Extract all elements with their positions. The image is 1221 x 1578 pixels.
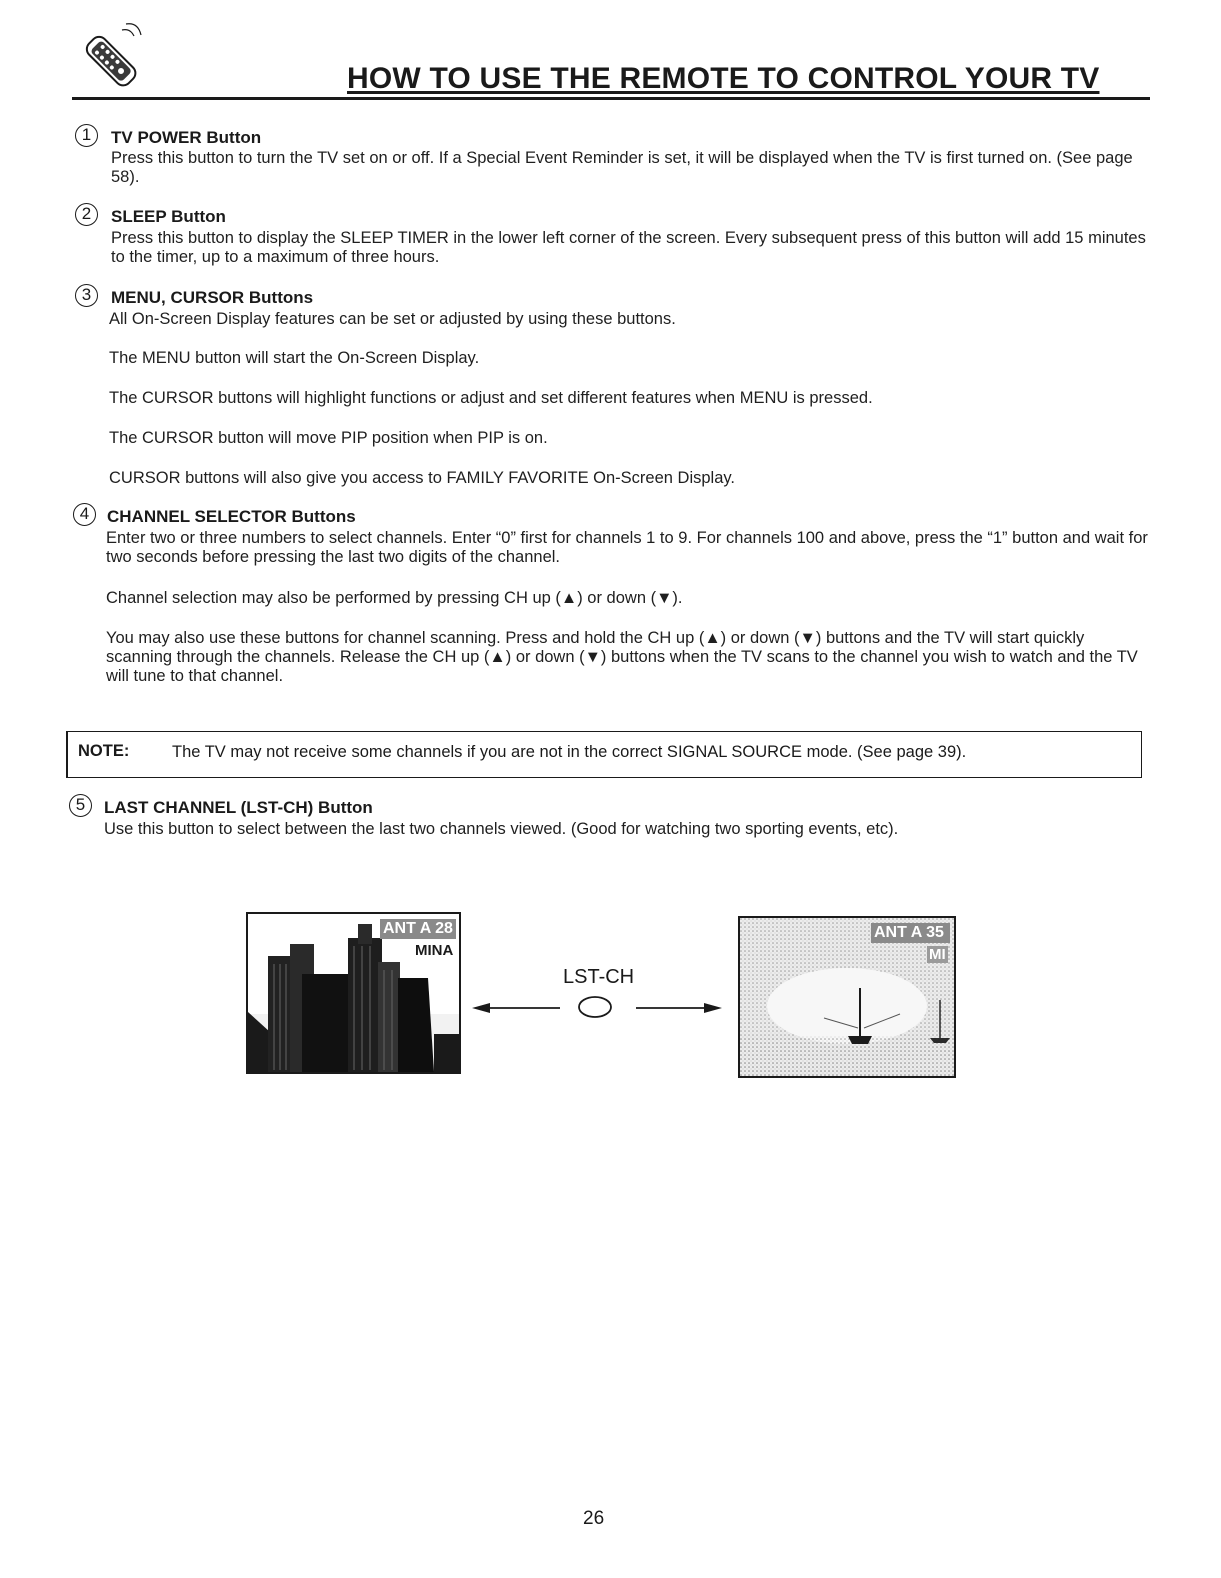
arrow-left-icon xyxy=(472,1001,562,1015)
section-paragraph: The CURSOR buttons will highlight functions or adjust and set different features when MENU is pressed. xyxy=(109,389,873,407)
section-paragraph: All On-Screen Display features can be set or adjusted by using these buttons. xyxy=(109,310,676,328)
note-box xyxy=(66,731,1142,778)
osd-channel-name: MINA xyxy=(415,942,454,959)
note-label: NOTE: xyxy=(78,742,130,760)
section-heading: LAST CHANNEL (LST-CH) Button xyxy=(104,798,373,817)
section-number: 5 xyxy=(69,794,92,817)
remote-control-icon xyxy=(70,20,148,98)
section-heading: MENU, CURSOR Buttons xyxy=(111,288,314,307)
page-title: HOW TO USE THE REMOTE TO CONTROL YOUR TV xyxy=(347,62,1100,95)
osd-channel-name: MI xyxy=(929,946,946,963)
section-heading: SLEEP Button xyxy=(111,207,226,226)
tv-screen-right xyxy=(738,916,956,1078)
lst-ch-label: LST-CH xyxy=(563,966,635,988)
section-paragraph: CURSOR buttons will also give you access to FAMILY FAVORITE On-Screen Display. xyxy=(109,469,736,487)
arrow-right-icon xyxy=(634,1001,724,1015)
header-rule xyxy=(72,97,1150,100)
note-text: The TV may not receive some channels if you are not in the correct SIGNAL SOURCE mode. (See page 39). xyxy=(172,743,967,761)
section-heading: TV POWER Button xyxy=(111,128,262,147)
section-number: 1 xyxy=(75,124,98,147)
osd-channel-label: ANT A 35 xyxy=(871,923,950,943)
osd-channel-label: ANT A 28 xyxy=(380,919,456,939)
section-paragraph: Press this button to display the SLEEP TIMER in the lower left corner of the screen. Every subsequent press of this button will add 15 minutes to the timer, up to a maximum of three hours. xyxy=(111,229,1146,266)
section-paragraph: Enter two or three numbers to select channels. Enter “0” first for channels 1 to 9. For channels 100 and above, press the “1” button and wait for two seconds before pressing the last two digits of the channel. xyxy=(106,529,1148,566)
section-paragraph: The MENU button will start the On-Screen Display. xyxy=(109,349,480,367)
section-paragraph: Channel selection may also be performed by pressing CH up (▲) or down (▼). xyxy=(106,589,683,607)
section-number: 3 xyxy=(75,284,98,307)
tv-screen-left xyxy=(246,912,461,1074)
section-paragraph: You may also use these buttons for channel scanning. Press and hold the CH up (▲) or down (▼) buttons and the TV will start quickly scanning through the channels. Release the CH up (▲) or down (▼) buttons when the TV scans to the channel you wish to watch and the TV will tune to that channel. xyxy=(106,629,1138,685)
section-number: 2 xyxy=(75,203,98,226)
section-heading: CHANNEL SELECTOR Buttons xyxy=(107,507,356,526)
section-paragraph: Press this button to turn the TV set on or off. If a Special Event Reminder is set, it will be displayed when the TV is first turned on. (See page 58). xyxy=(111,149,1133,186)
lst-ch-button-icon xyxy=(576,995,614,1019)
section-paragraph: The CURSOR button will move PIP position when PIP is on. xyxy=(109,429,548,447)
section-number: 4 xyxy=(73,503,96,526)
section-paragraph: Use this button to select between the last two channels viewed. (Good for watching two sporting events, etc). xyxy=(104,820,899,838)
page-number: 26 xyxy=(583,1508,605,1529)
